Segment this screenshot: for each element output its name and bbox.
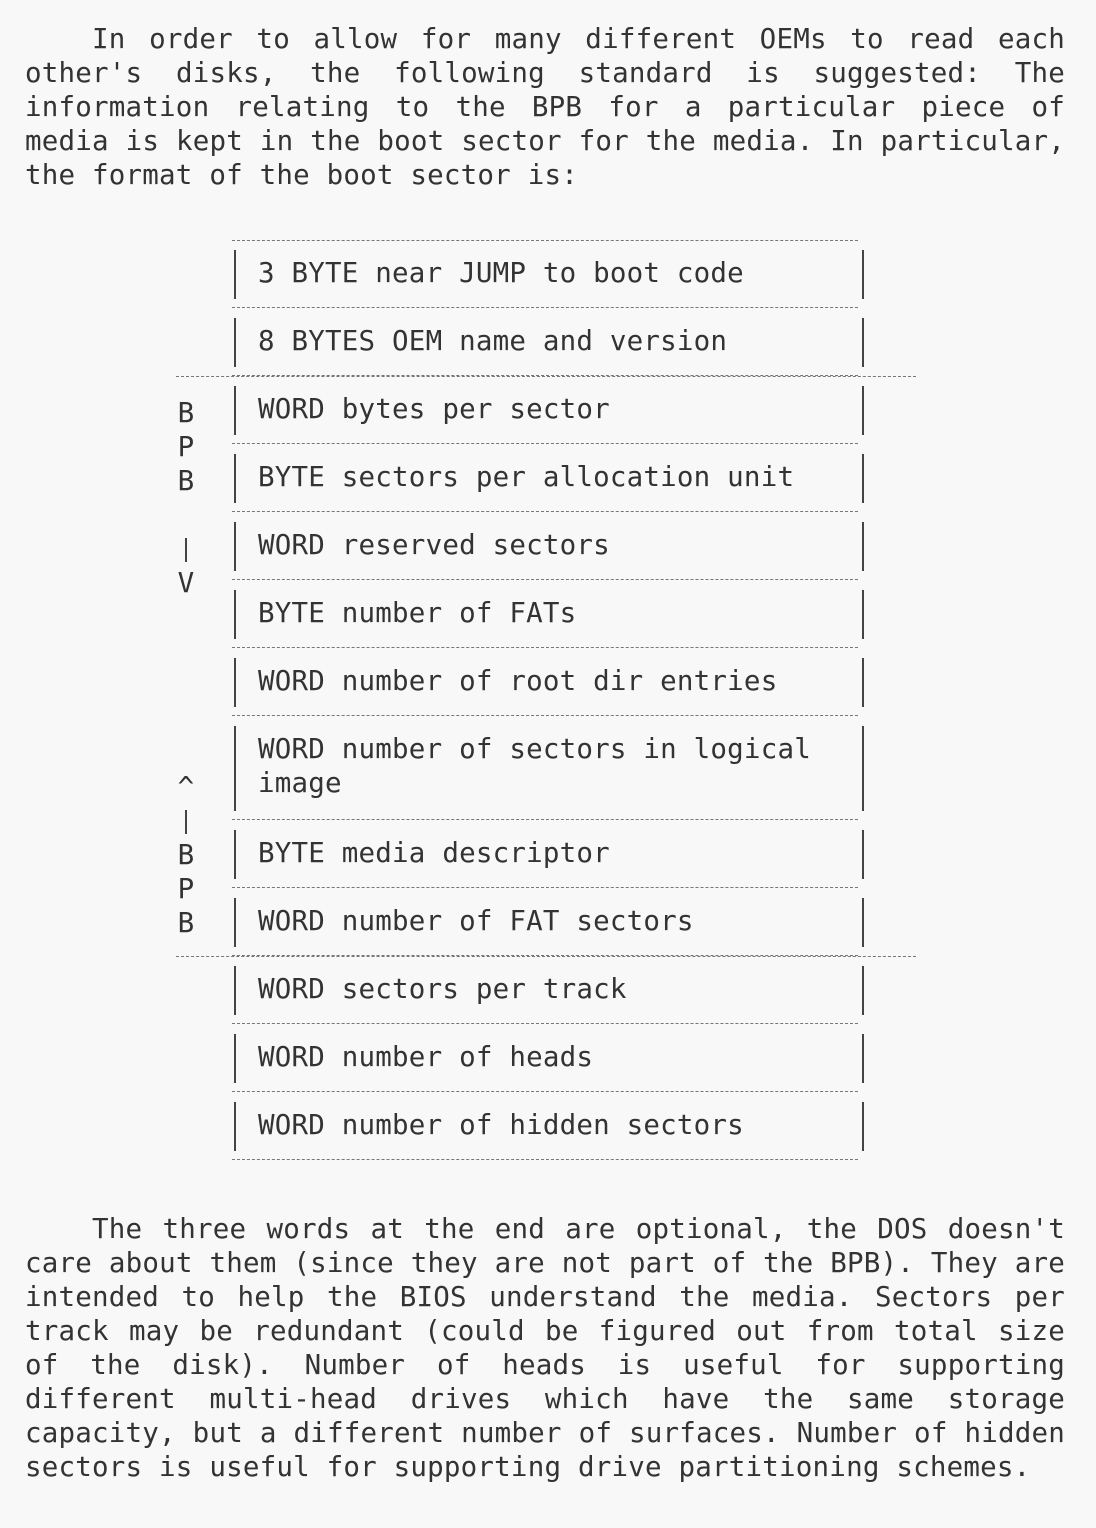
intro-text: In order to allow for many different OEMs to read each other's disks, the following standard is suggested: The information relating to the BPB for a particular piece of media is kept in the boot sector for the media. In particular, the format of the boot sector is: — [25, 23, 1065, 191]
closing-text: The three words at the end are optional, the DOS doesn't care about them (since they are not part of the BPB). They are intended to help the BIOS understand the media. Sectors per track may be redundant (could be figured out from total size of the disk). Number of heads is useful for supporting different multi-head drives which have the same storage capacity, but a different number of surfaces. Number of hidden sectors is useful for supporting drive partitioning schemes. — [25, 1213, 1065, 1483]
intro-paragraph — [25, 22, 1065, 192]
closing-paragraph — [25, 1212, 1065, 1484]
bpb-down-arrow-head: V — [177, 567, 195, 599]
field-sectors-in-image — [232, 716, 858, 820]
field-fat-sectors — [232, 888, 858, 956]
bpb-side-b2-bottom: B — [177, 907, 195, 939]
field-sectors-in-image-label: WORD number of sectors in logical image — [258, 733, 811, 799]
field-root-dir-entries — [232, 648, 858, 716]
field-root-dir-entries-label: WORD number of root dir entries — [258, 665, 778, 697]
field-oem-name — [232, 308, 858, 376]
bpb-side-b2-top: B — [177, 465, 195, 497]
bpb-side-b-top: B — [177, 397, 195, 429]
bpb-side-p-top: P — [177, 431, 195, 463]
field-hidden-sectors — [232, 1092, 858, 1160]
field-hidden-sectors-label: WORD number of hidden sectors — [258, 1109, 744, 1141]
field-sectors-per-track — [232, 956, 858, 1024]
field-media-descriptor — [232, 820, 858, 888]
field-reserved-sectors-label: WORD reserved sectors — [258, 529, 610, 561]
field-fat-sectors-label: WORD number of FAT sectors — [258, 905, 694, 937]
bpb-up-arrow-head: ^ — [177, 771, 195, 803]
bpb-down-arrow-shaft — [185, 538, 187, 562]
field-number-of-heads-label: WORD number of heads — [258, 1041, 594, 1073]
bpb-up-arrow-shaft — [185, 810, 187, 834]
field-media-descriptor-label: BYTE media descriptor — [258, 837, 610, 869]
field-sectors-per-unit — [232, 444, 858, 512]
field-jump — [232, 240, 858, 308]
bpb-side-p-bottom: P — [177, 873, 195, 905]
field-number-of-heads — [232, 1024, 858, 1092]
field-sectors-per-track-label: WORD sectors per track — [258, 973, 627, 1005]
boot-sector-diagram — [176, 226, 916, 1176]
field-oem-name-label: 8 BYTES OEM name and version — [258, 325, 728, 357]
field-reserved-sectors — [232, 512, 858, 580]
field-bytes-per-sector — [232, 376, 858, 444]
field-bytes-per-sector-label: WORD bytes per sector — [258, 393, 610, 425]
field-number-of-fats-label: BYTE number of FATs — [258, 597, 577, 629]
bpb-side-b-bottom: B — [177, 839, 195, 871]
field-jump-label: 3 BYTE near JUMP to boot code — [258, 257, 744, 289]
field-number-of-fats — [232, 580, 858, 648]
field-sectors-per-unit-label: BYTE sectors per allocation unit — [258, 461, 795, 493]
